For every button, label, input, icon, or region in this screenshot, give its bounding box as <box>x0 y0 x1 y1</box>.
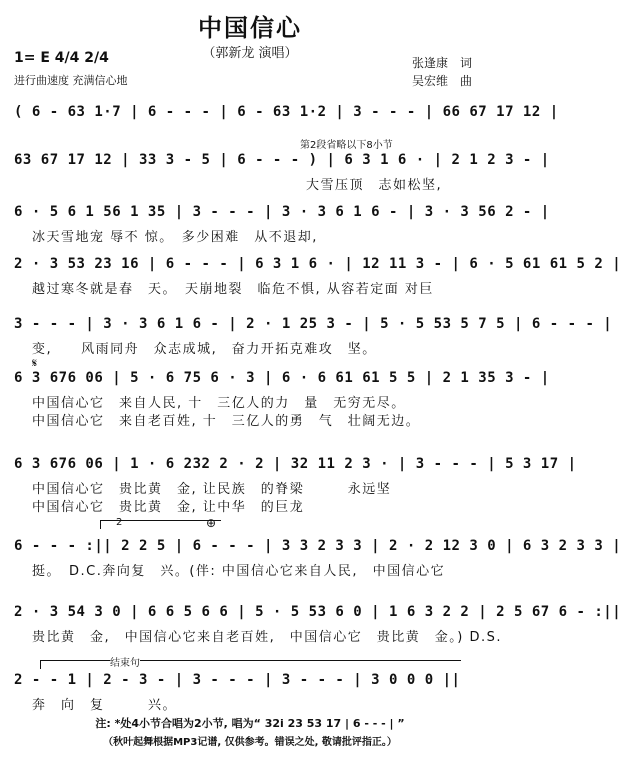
coda-mark: ⊕ <box>206 516 217 530</box>
score-line-10: 2 - - 1 | 2 - 3 - | 3 - - - | 3 - - - | 3 0 0 0 || <box>14 672 461 688</box>
segno-mark: 𝄋 <box>32 356 38 370</box>
lyrics-line-2: 大雪压顶 志如松坚, <box>306 178 443 193</box>
disclaimer: （秋叶起舞根据MP3记谱, 仅供参考。错误之处, 敬请批评指正。） <box>103 737 397 748</box>
score-line-9: 2 · 3 54 3 0 | 6 6 5 6 6 | 5 · 5 53 6 0 | 1 6 3 2 2 | 2 5 67 6 - :|| <box>14 604 621 620</box>
score-line-2: 63 67 17 12 | 33 3 - 5 | 6 - - - ) | 6 3 1 6 · | 2 1 2 3 - | <box>14 152 550 168</box>
lyrics-line-9: 贵比黄 金, 中国信心它来自老百姓, 中国信心它 贵比黄 金。) D.S. <box>32 630 502 645</box>
composer-credit: 吴宏维 曲 <box>411 74 472 88</box>
tempo-marking: 进行曲速度 充满信心地 <box>14 74 128 87</box>
lyrics-line-6a: 中国信心它 来自人民, 十 三亿人的力 量 无穷无尽。 <box>32 396 406 411</box>
key-signature: 1= E 4/4 2/4 <box>14 50 109 66</box>
lyrics-line-3: 冰天雪地宠 辱不 惊。 多少困难 从不退却, <box>32 230 318 245</box>
skip-annotation: 第2段省略以下8小节 <box>300 140 393 151</box>
lyrics-line-6b: 中国信心它 来自老百姓, 十 三亿人的勇 气 壮阔无边。 <box>32 414 421 429</box>
ending-label: 结束句 <box>110 654 140 669</box>
ending-bracket <box>40 660 461 669</box>
lyrics-line-5: 变, 风雨同舟 众志成城, 奋力开拓克难攻 坚。 <box>32 342 377 357</box>
score-line-4: 2 · 3 53 23 16 | 6 - - - | 6 3 1 6 · | 12 11 3 - | 6 · 5 61 61 5 2 | <box>14 256 621 272</box>
score-line-1: ( 6 - 63 1·7 | 6 - - - | 6 - 63 1·2 | 3 - - - | 66 67 17 12 | <box>14 104 559 120</box>
score-line-6: 6 3 676 06 | 5 · 6 75 6 · 3 | 6 · 6 61 61 5 5 | 2 1 35 3 - | <box>14 370 550 386</box>
score-line-8: 6 - - - :|| 2 2 5 | 6 - - - | 3 3 2 3 3 | 2 · 2 12 3 0 | 6 3 2 3 3 | <box>14 538 621 554</box>
lyrics-line-7a: 中国信心它 贵比黄 金, 让民族 的脊梁 永远坚 <box>32 482 392 497</box>
score-line-3: 6 · 5 6 1 56 1 35 | 3 - - - | 3 · 3 6 1 6 - | 3 · 3 56 2 - | <box>14 204 550 220</box>
page-title: 中国信心 <box>198 14 302 42</box>
lyrics-line-10: 奔 向 复 兴。 <box>32 698 178 713</box>
lyrics-line-8: 挺。 D.C.奔向复 兴。(伴: 中国信心它来自人民, 中国信心它 <box>32 564 446 579</box>
score-line-5: 3 - - - | 3 · 3 6 1 6 - | 2 · 1 25 3 - | 5 · 5 53 5 7 5 | 6 - - - | <box>14 316 613 332</box>
lyrics-line-7b: 中国信心它 贵比黄 金, 让中华 的巨龙 <box>32 500 305 515</box>
volta-2-label: 2 <box>116 517 123 528</box>
performer-subtitle: （郭新龙 演唱） <box>202 46 298 61</box>
score-line-7: 6 3 676 06 | 1 · 6 232 2 · 2 | 32 11 2 3 · | 3 - - - | 5 3 17 | <box>14 456 577 472</box>
lyrics-line-4: 越过寒冬就是春 天。 天崩地裂 临危不惧, 从容若定面 对巨 <box>32 282 434 297</box>
footnote: 注: *处4小节合唱为2小节, 唱为“ 32i 23 53 17 | 6 - - - | ” <box>95 717 405 730</box>
lyricist-credit: 张逢康 词 <box>411 56 472 70</box>
